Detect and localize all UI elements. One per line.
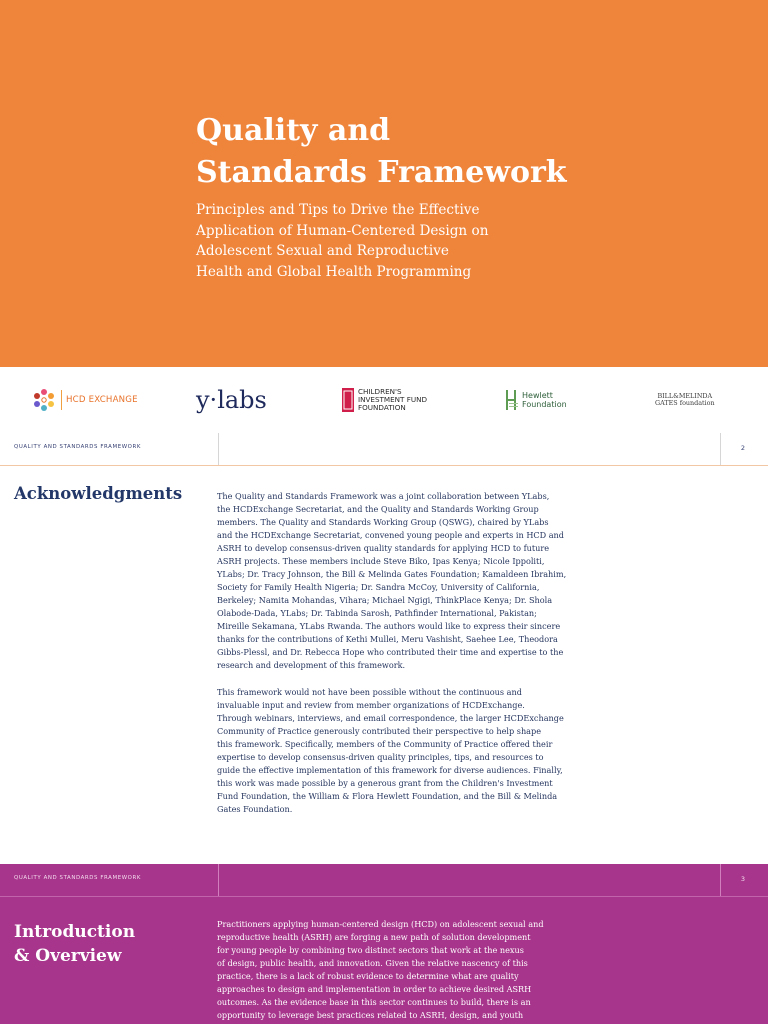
text-line: reproductive health (ASRH) are forging a new path of solution development <box>217 932 531 942</box>
text-line: ASRH to develop consensus-driven quality standards for applying HCD to future <box>217 543 550 553</box>
text-line: Society for Family Health Nigeria; Dr. Sandra McCoy, University of California, <box>217 582 540 592</box>
text-line: outcomes. As the evidence base in this sector continues to build, there is an <box>217 997 531 1007</box>
text-line: members. The Quality and Standards Working Group (QSWG), chaired by YLabs <box>217 517 549 527</box>
text-line: this work was made possible by a generous grant from the Children's Investment <box>217 778 553 788</box>
page-number: 3 <box>740 875 745 883</box>
ciff-wordmark-line: FOUNDATION <box>358 403 406 412</box>
text-line: this framework. Specifically, members of the Community of Practice offered their <box>217 739 553 749</box>
running-header-label: QUALITY AND STANDARDS FRAMEWORK <box>14 444 141 450</box>
text-line: and the HCDExchange Secretariat, convened young people and experts in HCD and <box>217 530 564 540</box>
text-line: Berkeley; Namita Mohandas, Vihara; Michael Ngigi, ThinkPlace Kenya; Dr. Shola <box>217 595 553 605</box>
hewlett-foundation-logo <box>505 367 567 433</box>
page-3-header <box>0 864 768 897</box>
text-line: YLabs; Dr. Tracy Johnson, the Bill & Melinda Gates Foundation; Kamaldeen Ibrahim, <box>217 569 567 579</box>
gates-wordmark <box>655 393 715 407</box>
hcd-exchange-flower-icon <box>32 388 56 412</box>
ciff-wordmark-line: CHILDREN'S <box>358 387 402 396</box>
text-line: engagement to guide in the creation of quality standards when applying HCD to <box>217 1023 549 1033</box>
header-divider <box>218 433 219 466</box>
hewlett-wordmark-line: Foundation <box>522 400 567 409</box>
text-line: research and development of this framework. <box>217 660 406 670</box>
cover-title <box>196 110 716 194</box>
text-line: Gates Foundation. <box>217 804 293 814</box>
ciff-wordmark-line: INVESTMENT FUND <box>358 395 428 404</box>
text-line: guide the effective implementation of this framework for diverse audiences. Finally, <box>217 765 563 775</box>
text-line: practice, there is a lack of robust evidence to determine what are quality <box>217 971 519 981</box>
header-rule <box>0 896 768 897</box>
text-line: the HCDExchange Secretariat, and the Quality and Standards Working Group <box>217 504 539 514</box>
text-line: expertise to develop consensus-driven quality principles, tips, and resources to <box>217 752 544 762</box>
header-divider <box>720 433 721 466</box>
text-line: invaluable input and review from member organizations of HCDExchange. <box>217 700 525 710</box>
text-line: Olabode-Dada, YLabs; Dr. Tabinda Sarosh, Pathfinder International, Pakistan; <box>217 608 537 618</box>
gates-wordmark-line: BILL&MELINDA <box>657 392 713 400</box>
ciff-mark-icon <box>342 388 354 412</box>
text-line: Practitioners applying human-centered design (HCD) on adolescent sexual and <box>217 919 544 929</box>
cover-subtitle-line: Principles and Tips to Drive the Effective <box>196 202 480 218</box>
text-line: of design, public health, and innovation. Given the relative nascency of this <box>217 958 528 968</box>
text-line: This framework would not have been possible without the continuous and <box>217 687 522 697</box>
hcd-exchange-logo <box>32 367 138 433</box>
header-rule <box>0 465 768 466</box>
hewlett-wordmark-line: Hewlett <box>522 391 553 400</box>
cover-banner <box>0 0 768 367</box>
logo-separator <box>61 390 62 410</box>
hewlett-h-icon <box>505 389 519 411</box>
cover-title-line: Standards Framework <box>196 155 567 190</box>
introduction-heading <box>14 920 135 968</box>
acknowledgments-paragraph-2 <box>217 686 589 816</box>
acknowledgments-paragraph-1 <box>217 490 589 672</box>
page-3-introduction <box>0 864 768 1033</box>
cover-subtitle-line: Adolescent Sexual and Reproductive <box>196 243 449 259</box>
text-line: Through webinars, interviews, and email correspondence, the larger HCDExchange <box>217 713 564 723</box>
gates-wordmark-line: GATES foundation <box>655 399 715 407</box>
ciff-wordmark <box>358 388 427 412</box>
page-number: 2 <box>740 444 745 452</box>
text-line: Fund Foundation, the William & Flora Hewlett Foundation, and the Bill & Melinda <box>217 791 558 801</box>
acknowledgments-heading: Acknowledgments <box>14 484 183 503</box>
partner-logos <box>0 367 768 433</box>
cover-subtitle <box>196 200 556 282</box>
hcd-exchange-wordmark: HCD EXCHANGE <box>66 395 138 405</box>
ylabs-logo: y·labs <box>196 386 267 414</box>
ciff-logo <box>342 367 427 433</box>
text-line: Gibbs-Plessl, and Dr. Rebecca Hope who contributed their time and expertise to the <box>217 647 564 657</box>
text-line: approaches to design and implementation in order to achieve desired ASRH <box>217 984 532 994</box>
text-line: ASRH projects. These members include Steve Biko, Ipas Kenya; Nicole Ippoliti, <box>217 556 545 566</box>
running-header-label: QUALITY AND STANDARDS FRAMEWORK <box>14 875 141 881</box>
heading-line: Introduction <box>14 922 136 942</box>
hewlett-wordmark <box>522 391 567 409</box>
cover-subtitle-line: Application of Human-Centered Design on <box>196 222 489 239</box>
gates-foundation-logo <box>655 367 715 433</box>
page-2-header <box>0 433 768 466</box>
text-line: opportunity to leverage best practices related to ASRH, design, and youth <box>217 1010 524 1020</box>
text-line: The Quality and Standards Framework was a joint collaboration between YLabs, <box>217 491 550 501</box>
text-line: thanks for the contributions of Kethi Mullei, Meru Vashisht, Saehee Lee, Theodora <box>217 634 558 644</box>
text-line: Mireille Sekamana, YLabs Rwanda. The authors would like to express their sincere <box>217 621 561 631</box>
header-divider <box>720 864 721 897</box>
cover-title-line: Quality and <box>196 113 391 148</box>
text-line: for young people by combining two distinct sectors that work at the nexus <box>217 945 524 955</box>
header-divider <box>218 864 219 897</box>
heading-line: & Overview <box>14 946 122 966</box>
cover-subtitle-line: Health and Global Health Programming <box>196 263 472 280</box>
introduction-paragraph <box>217 918 589 1035</box>
text-line: Community of Practice generously contributed their perspective to help shape <box>217 726 542 736</box>
